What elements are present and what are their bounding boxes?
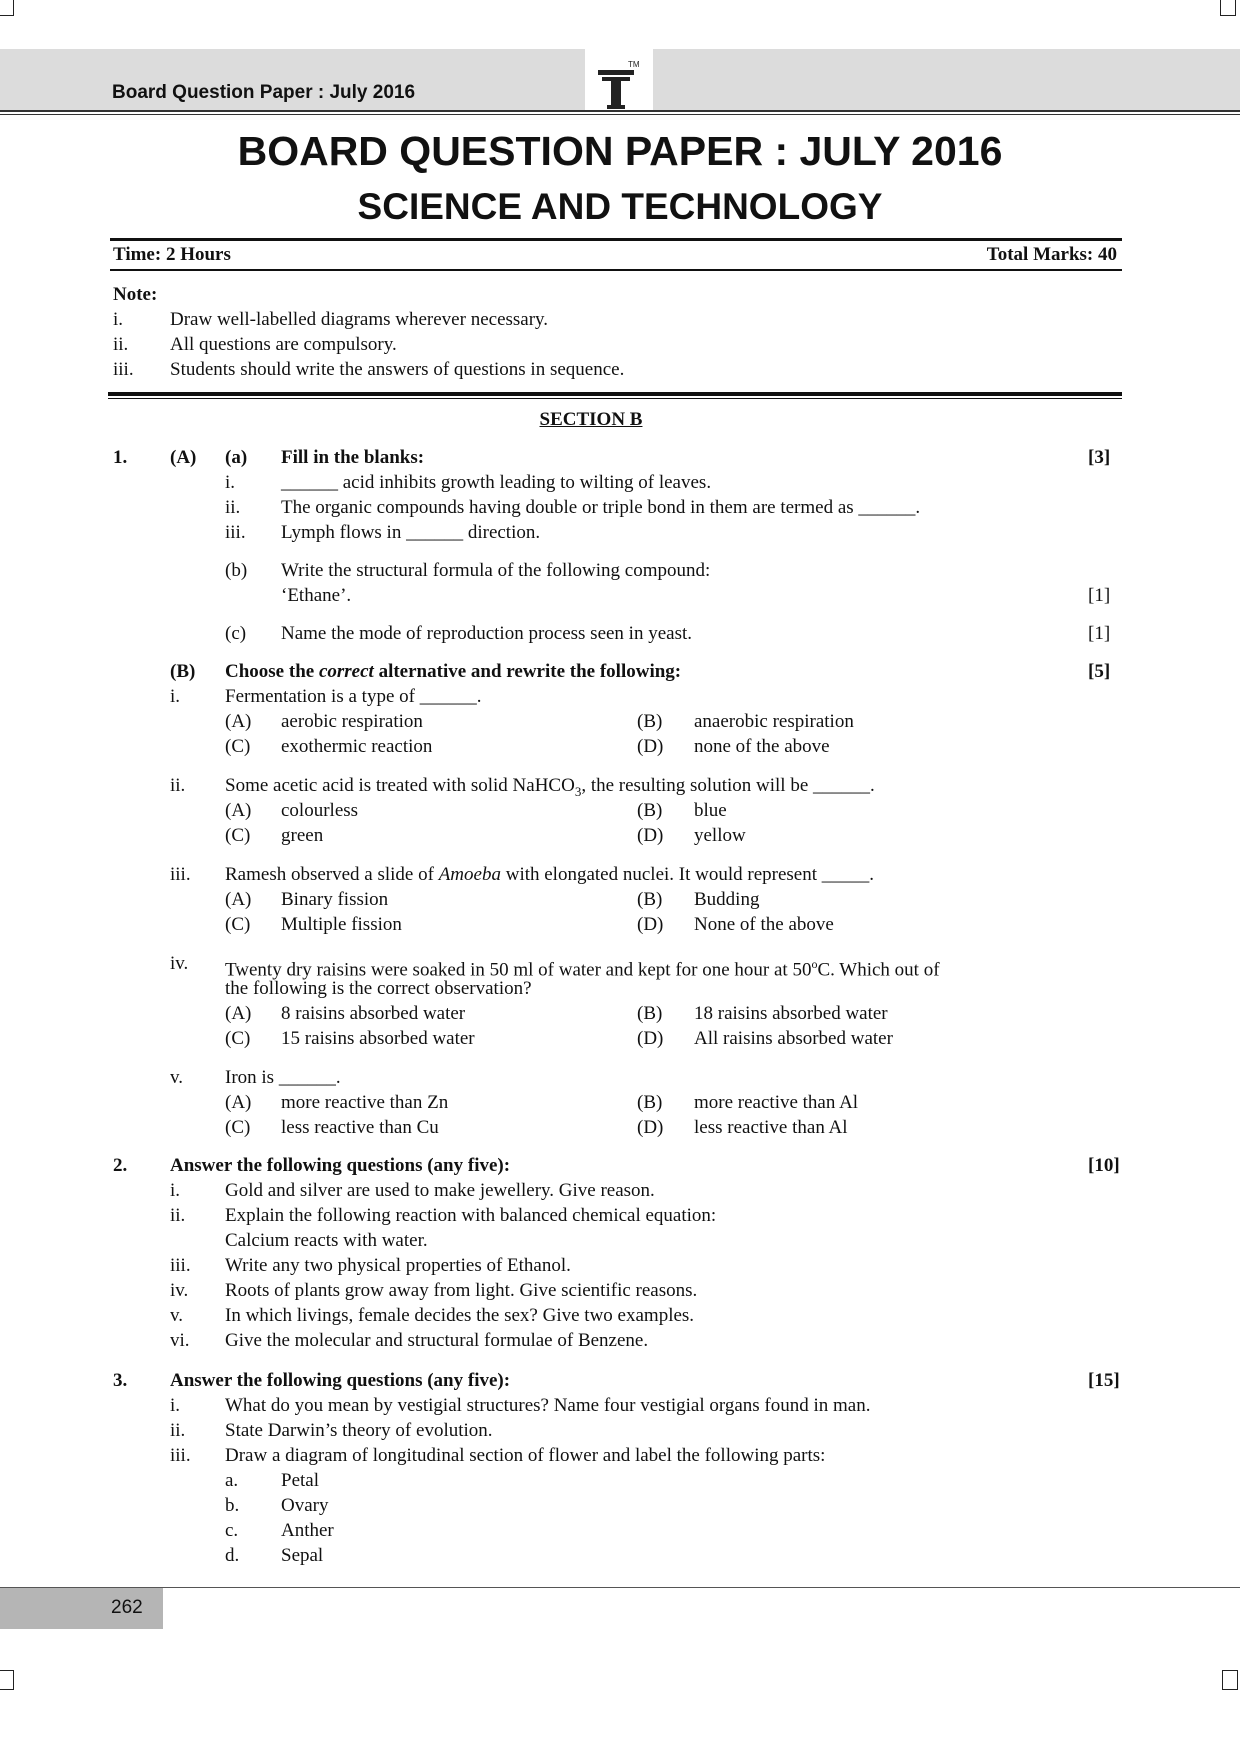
option-letter: (D): [637, 914, 664, 935]
option-letter: (D): [637, 825, 664, 846]
running-title: Board Question Paper : July 2016: [112, 82, 416, 103]
item-text: Write the structural formula of the following compound:: [281, 560, 711, 581]
mcq-question: Ramesh observed a slide of Amoeba with elongated nuclei. It would represent _____.: [225, 864, 875, 885]
marks-label: [5]: [1088, 661, 1111, 682]
option-letter: (B): [637, 1003, 663, 1024]
option-letter: (C): [225, 1028, 251, 1049]
question-heading: Answer the following questions (any five):: [170, 1155, 511, 1176]
part-num: c.: [225, 1520, 239, 1541]
item-text: The organic compounds having double or triple bond in them are termed as ______.: [281, 497, 921, 518]
option-letter: (D): [637, 1028, 664, 1049]
option-text: Budding: [694, 889, 760, 910]
option-text: green: [281, 825, 324, 846]
note-item: Students should write the answers of questions in sequence.: [170, 359, 625, 380]
part-text: Ovary: [281, 1495, 329, 1516]
total-marks-label: Total Marks: 40: [986, 244, 1117, 265]
item-text: ______ acid inhibits growth leading to wilting of leaves.: [281, 472, 712, 493]
mcq-question: Twenty dry raisins were soaked in 50 ml of water and kept for one hour at 50$^o$C. Which out of: [225, 957, 940, 981]
option-letter: (A): [225, 800, 252, 821]
option-text: colourless: [281, 800, 359, 821]
item-text: Draw a diagram of longitudinal section of flower and label the following parts:: [225, 1445, 826, 1466]
crop-mark-bottom-right: [1222, 1670, 1238, 1690]
option-text: more reactive than Al: [694, 1092, 859, 1113]
item-num: ii.: [170, 1205, 186, 1226]
question-number: 2.: [113, 1155, 128, 1176]
subpart-heading: Fill in the blanks:: [281, 447, 425, 468]
subject-title: SCIENCE AND TECHNOLOGY: [357, 186, 883, 227]
marks-label: [3]: [1088, 447, 1111, 468]
meta-rule-bottom: [110, 269, 1122, 271]
part-text: Petal: [281, 1470, 319, 1491]
item-num: iii.: [225, 522, 246, 543]
option-letter: (C): [225, 825, 251, 846]
item-text: State Darwin’s theory of evolution.: [225, 1420, 493, 1441]
item-num: vi.: [170, 1330, 190, 1351]
option-letter: (C): [225, 914, 251, 935]
option-text: blue: [694, 800, 727, 821]
mcq-question-cont: the following is the correct observation?: [225, 978, 532, 999]
option-letter: (B): [637, 1092, 663, 1113]
option-text: less reactive than Al: [694, 1117, 848, 1138]
option-text: less reactive than Cu: [281, 1117, 439, 1138]
item-text: Roots of plants grow away from light. Give scientific reasons.: [225, 1280, 698, 1301]
note-label: Note:: [113, 284, 158, 305]
item-num: iii.: [170, 1255, 191, 1276]
option-letter: (C): [225, 1117, 251, 1138]
option-text: exothermic reaction: [281, 736, 433, 757]
item-text: Lymph flows in ______ direction.: [281, 522, 541, 543]
option-text: none of the above: [694, 736, 830, 757]
option-text: anaerobic respiration: [694, 711, 854, 732]
option-letter: (A): [225, 1003, 252, 1024]
question-heading: Answer the following questions (any five):: [170, 1370, 511, 1391]
option-letter: (A): [225, 711, 252, 732]
mcq-num: i.: [170, 686, 181, 707]
part-label: (B): [170, 661, 196, 682]
meta-rule-top: [110, 238, 1122, 241]
part-heading: Choose the correct alternative and rewrite the following:: [225, 661, 682, 682]
crop-mark-top-left: [0, 0, 14, 16]
mcq-question: Fermentation is a type of ______.: [225, 686, 482, 707]
question-number: 1.: [113, 447, 128, 468]
note-num: i.: [113, 309, 124, 330]
subpart-label: (c): [225, 623, 247, 644]
mcq-question: Some acetic acid is treated with solid NaHCO$_3$, the resulting solution will be ______.: [225, 775, 875, 799]
note-rule-thin: [108, 398, 1122, 399]
part-num: b.: [225, 1495, 240, 1516]
item-num: v.: [170, 1305, 184, 1326]
part-text: Sepal: [281, 1545, 324, 1566]
item-num: i.: [225, 472, 236, 493]
note-item: All questions are compulsory.: [170, 334, 397, 355]
option-text: 18 raisins absorbed water: [694, 1003, 888, 1024]
item-text: What do you mean by vestigial structures? Name four vestigial organs found in man.: [225, 1395, 871, 1416]
item-text: Write any two physical properties of Ethanol.: [225, 1255, 571, 1276]
item-text: In which livings, female decides the sex? Give two examples.: [225, 1305, 695, 1326]
mcq-question: Iron is ______.: [225, 1067, 341, 1088]
header-rule: [0, 110, 1240, 112]
item-text: Explain the following reaction with balanced chemical equation:: [225, 1205, 717, 1226]
option-text: All raisins absorbed water: [694, 1028, 893, 1049]
option-letter: (D): [637, 736, 664, 757]
option-letter: (A): [225, 889, 252, 910]
item-num: ii.: [170, 1420, 186, 1441]
item-num: i.: [170, 1395, 181, 1416]
item-num: ii.: [225, 497, 241, 518]
mcq-num: iii.: [170, 864, 191, 885]
option-letter: (C): [225, 736, 251, 757]
question-number: 3.: [113, 1370, 128, 1391]
subpart-label: (b): [225, 560, 248, 581]
option-letter: (D): [637, 1117, 664, 1138]
mcq-num: v.: [170, 1067, 184, 1088]
note-num: ii.: [113, 334, 129, 355]
marks-label: [1]: [1088, 623, 1111, 644]
option-text: Binary fission: [281, 889, 389, 910]
note-rule: [108, 392, 1122, 396]
option-letter: (B): [637, 711, 663, 732]
item-text: ‘Ethane’.: [281, 585, 352, 606]
option-text: more reactive than Zn: [281, 1092, 449, 1113]
option-text: None of the above: [694, 914, 834, 935]
page-title: BOARD QUESTION PAPER : JULY 2016: [237, 128, 1003, 174]
option-letter: (B): [637, 889, 663, 910]
marks-label: [10]: [1088, 1155, 1120, 1176]
marks-label: [15]: [1088, 1370, 1120, 1391]
item-text: Gold and silver are used to make jewellery. Give reason.: [225, 1180, 655, 1201]
item-num: iv.: [170, 1280, 189, 1301]
note-item: Draw well-labelled diagrams wherever necessary.: [170, 309, 549, 330]
option-text: Multiple fission: [281, 914, 402, 935]
part-text: Anther: [281, 1520, 334, 1541]
item-num: i.: [170, 1180, 181, 1201]
crop-mark-bottom-left: [0, 1670, 14, 1690]
note-num: iii.: [113, 359, 134, 380]
part-num: a.: [225, 1470, 239, 1491]
mcq-num: ii.: [170, 775, 186, 796]
publisher-logo-icon: [594, 58, 644, 110]
item-num: iii.: [170, 1445, 191, 1466]
item-text: Give the molecular and structural formulae of Benzene.: [225, 1330, 649, 1351]
option-text: aerobic respiration: [281, 711, 423, 732]
crop-mark-top-right: [1220, 0, 1236, 16]
time-label: Time: 2 Hours: [113, 244, 231, 265]
marks-label: [1]: [1088, 585, 1111, 606]
item-text: Calcium reacts with water.: [225, 1230, 428, 1251]
option-letter: (B): [637, 800, 663, 821]
footer-rule: [0, 1587, 1240, 1588]
logo-trademark: TM: [628, 60, 640, 69]
option-text: 15 raisins absorbed water: [281, 1028, 475, 1049]
part-num: d.: [225, 1545, 240, 1566]
part-label: (A): [170, 447, 197, 468]
header-rule-thin: [0, 114, 1240, 115]
mcq-num: iv.: [170, 953, 189, 974]
page-number: 262: [111, 1597, 143, 1618]
item-text: Name the mode of reproduction process seen in yeast.: [281, 623, 693, 644]
subpart-label: (a): [225, 447, 248, 468]
option-text: yellow: [694, 825, 746, 846]
section-heading: SECTION B: [539, 409, 643, 430]
option-text: 8 raisins absorbed water: [281, 1003, 466, 1024]
option-letter: (A): [225, 1092, 252, 1113]
